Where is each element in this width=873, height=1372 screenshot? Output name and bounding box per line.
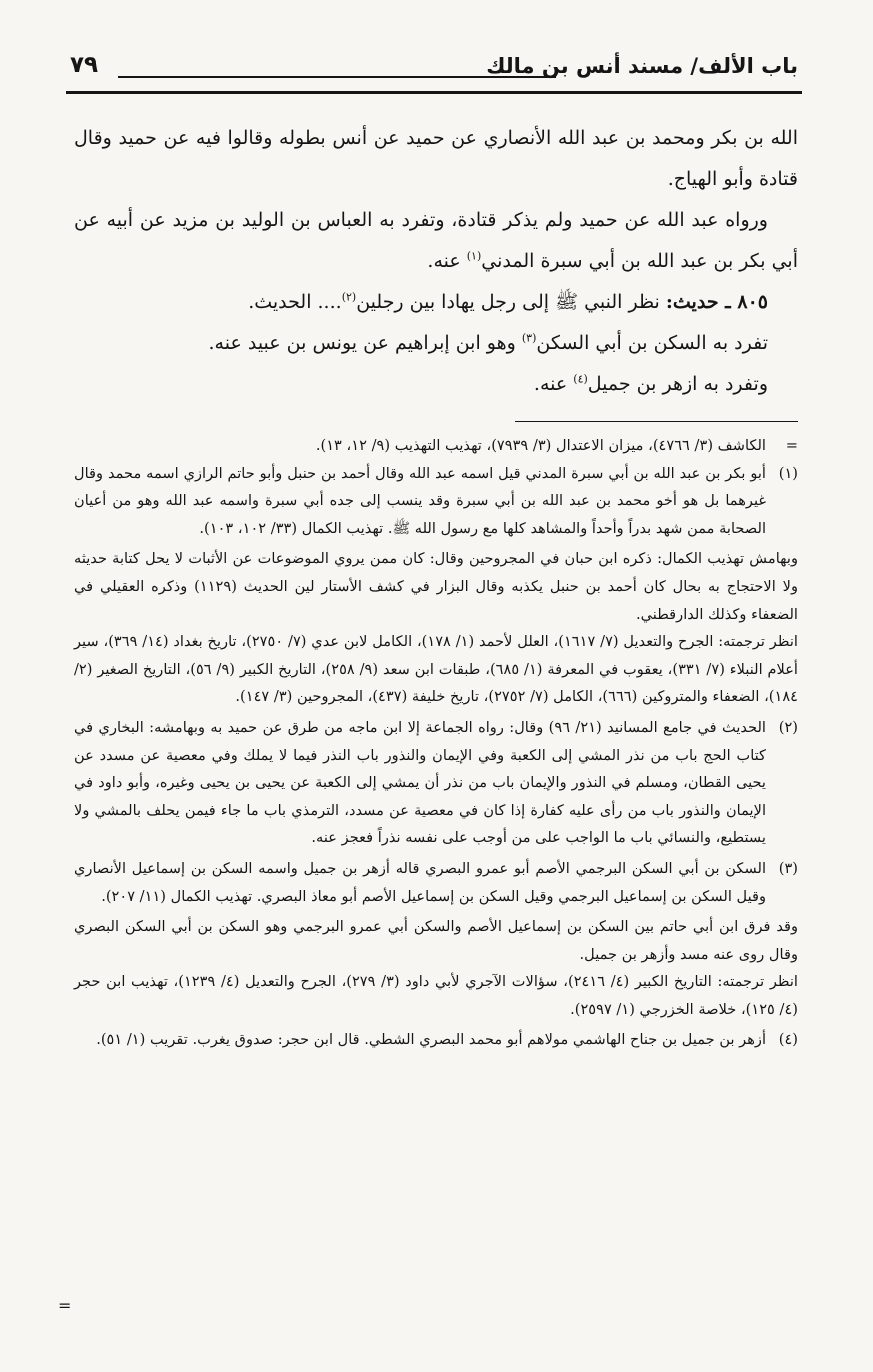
footnote-3-note: وقد فرق ابن أبي حاتم بين السكن بن إسماعيل الأصم والسكن أبي عمرو البرجمي وهو السكن بن أبي السكن البصري وقال روى عنه مسد وأزهر بن جميل. <box>74 918 798 963</box>
footnote-2: (٢) الحديث في جامع المسانيد (٢١/ ٩٦) وقال: رواه الجماعة إلا ابن ماجه من طرق عن حميد به وبهامشه: البخاري في كتاب الحج باب من نذر المشي إلى الكعبة وفي الإيمان والنذور باب النذر فيما لا يملك وفي معصية عن مسدد عن يحيى القطان، ومسلم في النذور والإيمان باب من نذر أن يمشي إلى الكعبة عن يحيى بن يحيى وغيره، وأبو داود في الإيمان والنذور باب من رأى عليه كفارة إذا كان في معصية عن مسدد، الترمذي باب ما جاء فيمن يحلف بالمشي ولا يستطيع، والنسائي باب ما الواجب على من أوجب على نفسه نذراً فعجز عنه. <box>74 718 798 847</box>
running-header <box>66 52 802 92</box>
paragraph-4: تفرد به السكن بن أبي السكن$^{(٣)}$ وهو ابن إبراهيم عن يونس بن عبيد عنه. <box>208 331 768 354</box>
footnote-ref-1: (١) <box>466 249 482 263</box>
continuation-mark: = <box>58 1296 72 1315</box>
footnote-1: (١) أبو بكر بن عبد الله بن أبي سبرة المدني قيل اسمه عبد الله وقال أحمد بن حنبل وأبو حاتم الرازي اسمه محمد وقال غيرهما بل هو أخو محمد بن عبد الله بن أبي سبرة وقد ينسب إلى جده أبي سبرة واسمه عبد الله وهو من أعيان الصحابة ممن شهد بدراً وأحداً والمشاهد كلها مع رسول الله ﷺ. تهذيب الكمال (٣٣/ ١٠٢، ١٠٣). <box>74 464 798 537</box>
footnote-1-margin: وبهامش تهذيب الكمال: ذكره ابن حبان في المجروحين وقال: كان ممن يروي الموضوعات عن الأثبات لا يحل كتابة حديثه ولا الاحتجاج به بحال كان أحمد بن حنبل يكذبه وقال البزار في كشف الأستار لين الحديث (١١٢٩) وذكره العقيلي في الضعفاء وكذلك الدارقطني. <box>74 550 799 623</box>
main-text <box>74 118 798 405</box>
footnote-continued: = الكاشف (٣/ ٤٧٦٦)، ميزان الاعتدال (٣/ ٧٩٣٩)، تهذيب التهذيب (٩/ ١٢، ١٣). <box>315 437 798 454</box>
footnote-1-sources: انظر ترجمته: الجرح والتعديل (٧/ ١٦١٧)، العلل لأحمد (١/ ١٧٨)، الكامل لابن عدي (٧/ ٢٧٥٠)، تاريخ بغداد (١٤/ ٣٦٩)، سير أعلام النبلاء (٧/ ٣٣١)، يعقوب في المعرفة (١/ ٦٨٥)، طبقات ابن سعد (٩/ ٢٥٨)، التاريخ الكبير (٩/ ٥٦)، التاريخ الصغير (٢/ ١٨٤)، الضعفاء والمتروكين (٦٦٦)، الكامل (٧/ ٢٧٥٢)، تاريخ خليفة (٤٣٧)، المجروحين (٣/ ١٤٧). <box>74 633 798 706</box>
footnote-3-sources: انظر ترجمته: التاريخ الكبير (٤/ ٢٤١٦)، سؤالات الآجري لأبي داود (٣/ ٢٧٩)، الجرح والتعديل (٤/ ١٢٣٩)، تهذيب ابن حجر (٤/ ١٢٥)، خلاصة الخزرجي (١/ ٢٥٩٧). <box>74 973 798 1018</box>
page-number: ٧٩ <box>70 52 99 78</box>
hadith-label: ٨٠٥ ـ حديث: <box>665 291 768 313</box>
footnote-3: (٣) السكن بن أبي السكن البرجمي الأصم أبو عمرو البصري قاله أزهر بن جميل واسمه السكن بن إسماعيل الأنصاري وقيل السكن بن إسماعيل البرجمي وقيل السكن بن إسماعيل الأصم أبو معاذ البصري. تهذيب الكمال (١١/ ٢٠٧). <box>74 859 798 905</box>
header-line <box>118 76 556 78</box>
paragraph-1: الله بن بكر ومحمد بن عبد الله الأنصاري عن حميد عن أنس بطوله وقالوا فيه عن حميد وقال قتادة وأبو الهياج. <box>74 127 798 190</box>
header-rule <box>66 91 802 94</box>
chapter-title: باب الألف/ مسند أنس بن مالك <box>486 54 798 78</box>
paragraph-5: وتفرد به ازهر بن جميل$^{(٤)}$ عنه. <box>533 372 768 395</box>
footnotes <box>74 432 798 1054</box>
footnote-ref-2: (٢) <box>341 290 357 304</box>
paragraph-2: ورواه عبد الله عن حميد ولم يذكر قتادة، وتفرد به العباس بن الوليد بن مزيد عن أبيه عن أبي بكر بن عبد الله بن أبي سبرة المدني$^{(١)}$ عنه. <box>74 209 798 272</box>
footnote-ref-4: (٤) <box>573 372 588 386</box>
footnote-separator <box>515 421 798 422</box>
hadith-805: ٨٠٥ ـ حديث: نظر النبي ﷺ إلى رجل يهادا بين رجلين$^{(٢)}$.... الحديث. <box>248 290 768 313</box>
footnote-4: (٤) أزهر بن جميل بن جناح الهاشمي مولاهم أبو محمد البصري الشطي. قال ابن حجر: صدوق يغرب. تقريب (١/ ٥١). <box>96 1031 798 1049</box>
footnote-ref-3: (٣) <box>521 331 537 345</box>
